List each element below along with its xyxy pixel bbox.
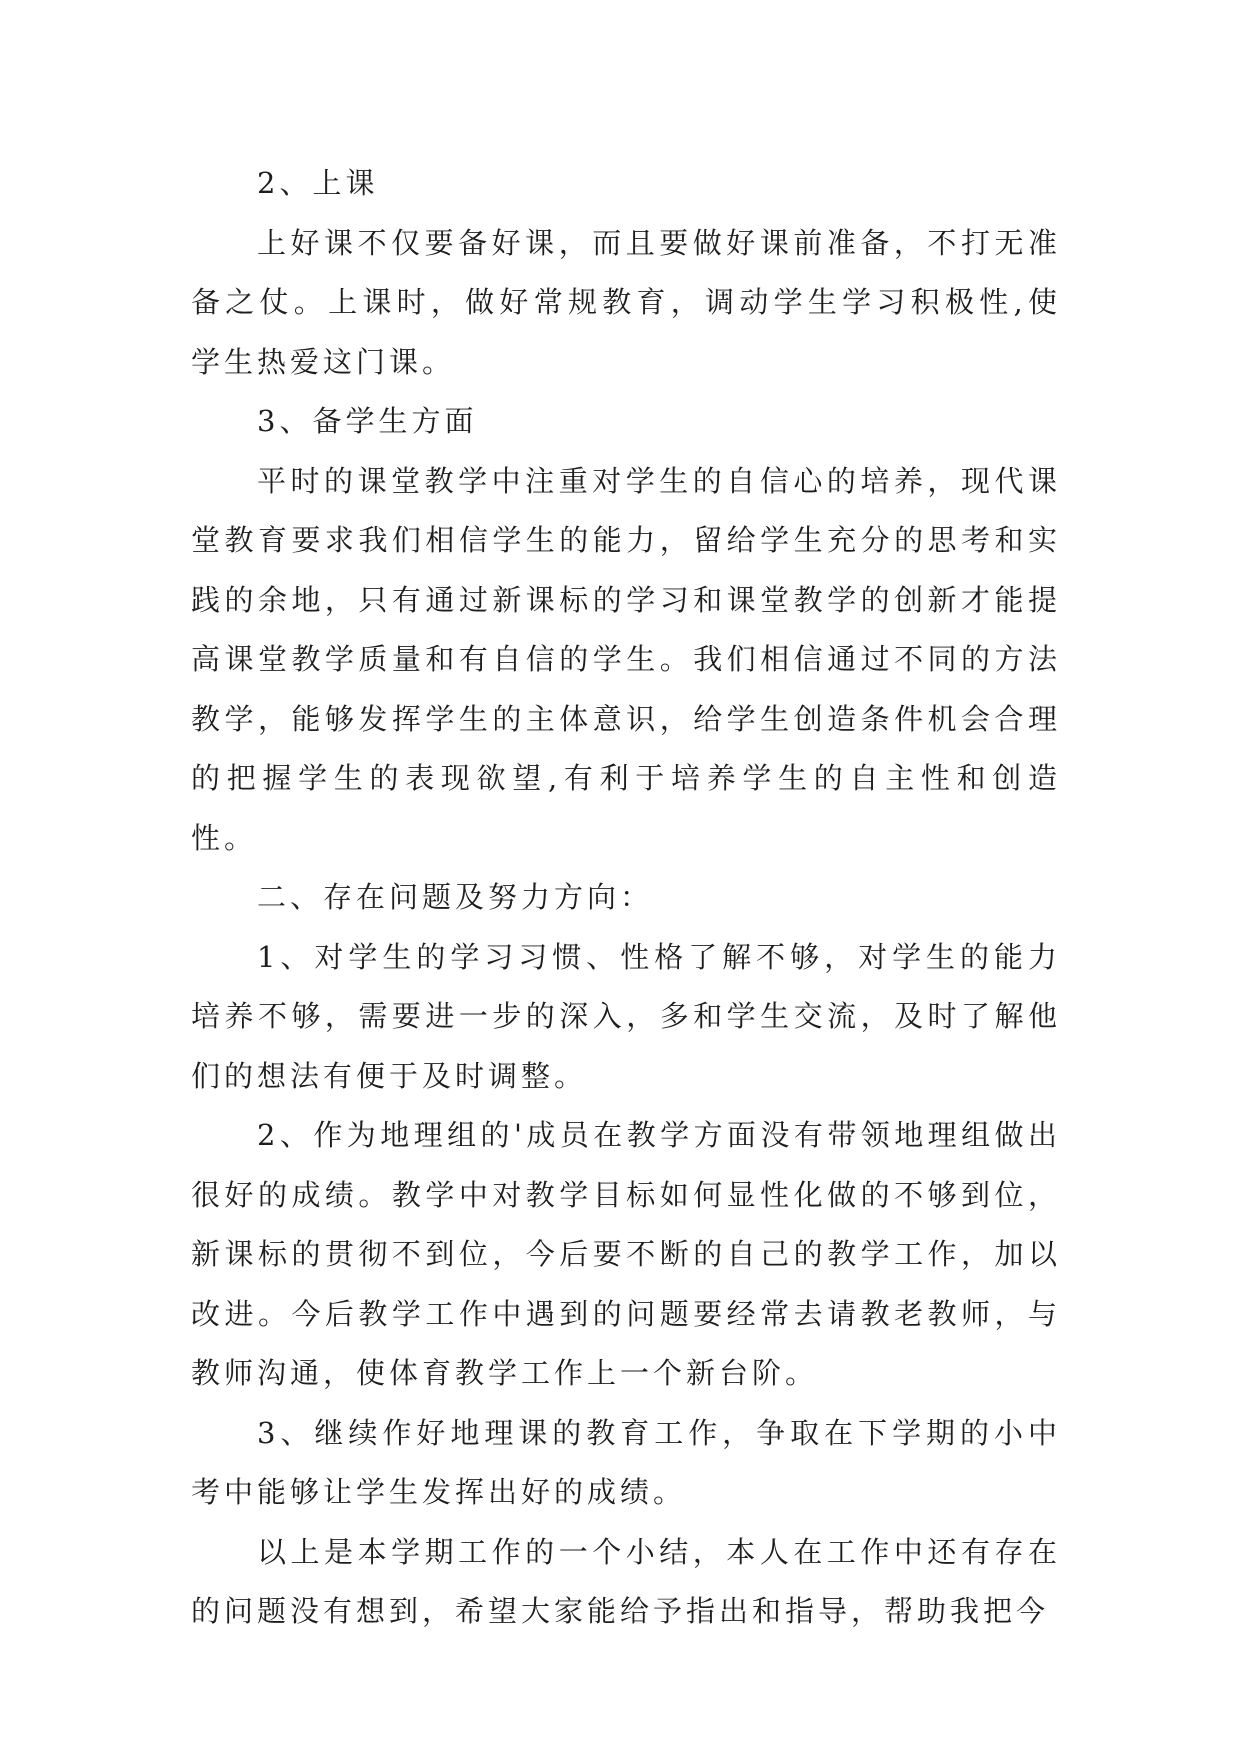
paragraph-heading-problems: 二、存在问题及努力方向： (257, 880, 654, 914)
paragraph-summary: 以上是本学期工作的一个小结，本人在工作中还有存在的问题没有想到，希望大家能给予指出和指导，帮助我把今 (191, 1534, 1061, 1628)
paragraph-problem-2: 2、作为地理组的'成员在教学方面没有带领地理组做出很好的成绩。教学中对教学目标如何显性化做的不够到位，新课标的贯彻不到位，今后要不断的自己的教学工作，加以改进。今后教学工作中遇到的问题要经常去请教老教师，与教师沟通，使体育教学工作上一个新台阶。 (191, 1118, 1061, 1390)
paragraph-heading-lesson: 2、上课 (257, 166, 379, 200)
paragraph-problem-1: 1、对学生的学习习惯、性格了解不够，对学生的能力培养不够，需要进一步的深入，多和学生交流，及时了解他们的想法有便于及时调整。 (191, 939, 1061, 1093)
document-body (191, 154, 1061, 1642)
paragraph-lesson: 上好课不仅要备好课，而且要做好课前准备，不打无准备之仗。上课时，做好常规教育，调动学生学习积极性,使学生热爱这门课。 (191, 225, 1061, 379)
paragraph-students: 平时的课堂教学中注重对学生的自信心的培养，现代课堂教育要求我们相信学生的能力，留给学生充分的思考和实践的余地，只有通过新课标的学习和课堂教学的创新才能提高课堂教学质量和有自信的学生。我们相信通过不同的方法教学，能够发挥学生的主体意识，给学生创造条件机会合理的把握学生的表现欲望,有利于培养学生的自主性和创造性。 (191, 463, 1061, 855)
paragraph-problem-3: 3、继续作好地理课的教育工作，争取在下学期的小中考中能够让学生发挥出好的成绩。 (191, 1415, 1061, 1509)
paragraph-heading-students: 3、备学生方面 (257, 404, 478, 438)
